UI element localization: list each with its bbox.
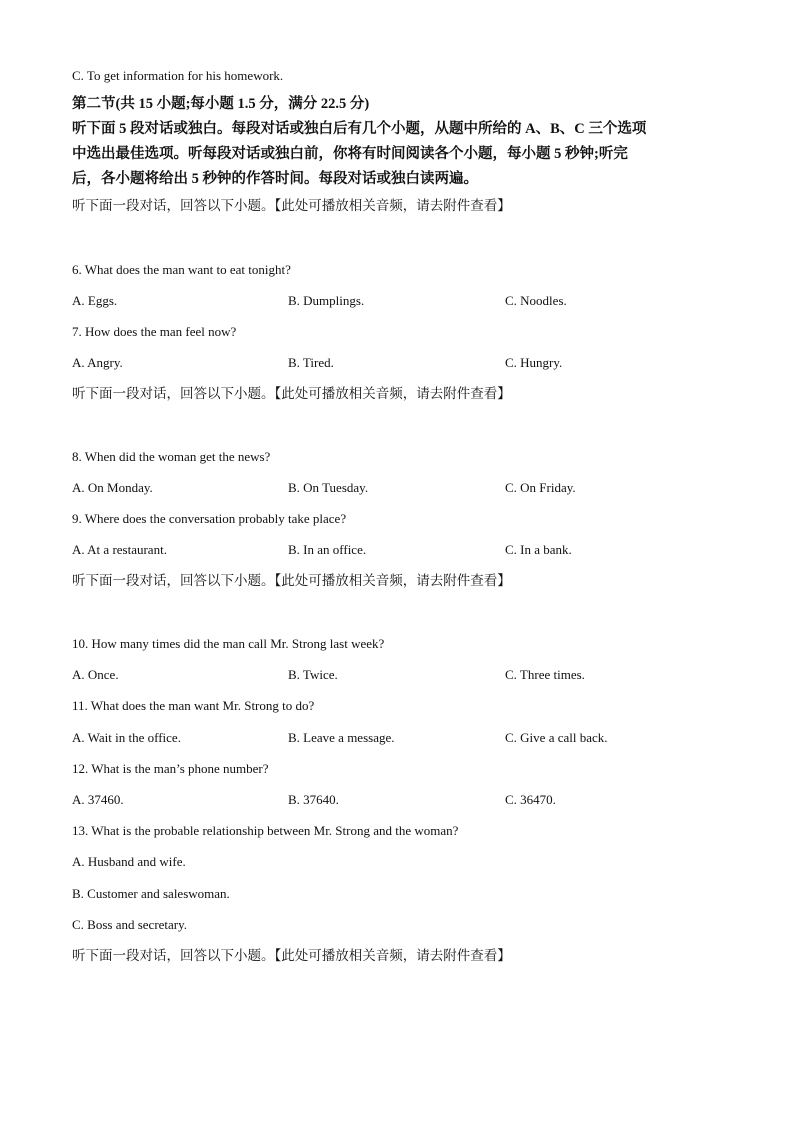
audio-notice: 听下面一段对话，回答以下小题。【此处可播放相关音频，请去附件查看】 xyxy=(72,198,511,213)
q10-option-b: B. Twice. xyxy=(288,667,338,682)
section-instruction-line-3: 后，各小题将给出 5 秒钟的作答时间。每段对话或独白读两遍。 xyxy=(72,171,478,187)
question-7: 7. How does the man feel now? xyxy=(72,324,237,339)
question-6: 6. What does the man want to eat tonight? xyxy=(72,262,291,277)
q13-option-c: C. Boss and secretary. xyxy=(72,917,188,932)
q8-option-a: A. On Monday. xyxy=(72,480,153,495)
section-heading: 第二节(共 15 小题;每小题 1.5 分，满分 22.5 分) xyxy=(72,96,370,112)
question-10: 10. How many times did the man call Mr. Strong last week? xyxy=(72,636,385,651)
q10-option-a: A. Once. xyxy=(72,667,119,682)
q7-option-b: B. Tired. xyxy=(288,355,334,370)
section-instruction-line-1: 听下面 5 段对话或独白。每段对话或独白后有几个小题，从题中所给的 A、B、C 三个选项 xyxy=(72,121,647,137)
q6-option-b: B. Dumplings. xyxy=(288,293,365,308)
q6-option-a: A. Eggs. xyxy=(72,293,118,308)
q12-option-c: C. 36470. xyxy=(505,792,556,807)
q13-option-b: B. Customer and saleswoman. xyxy=(72,886,230,901)
q11-option-b: B. Leave a message. xyxy=(288,730,395,745)
q9-option-b: B. In an office. xyxy=(288,542,367,557)
q12-option-a: A. 37460. xyxy=(72,792,124,807)
q12-option-b: B. 37640. xyxy=(288,792,339,807)
q10-option-c: C. Three times. xyxy=(505,667,585,682)
previous-option-c: C. To get information for his homework. xyxy=(72,68,284,83)
q9-option-c: C. In a bank. xyxy=(505,542,572,557)
q6-option-c: C. Noodles. xyxy=(505,293,567,308)
q11-option-c: C. Give a call back. xyxy=(505,730,608,745)
question-12: 12. What is the man’s phone number? xyxy=(72,761,269,776)
q13-option-a: A. Husband and wife. xyxy=(72,854,186,869)
audio-notice: 听下面一段对话，回答以下小题。【此处可播放相关音频，请去附件查看】 xyxy=(72,948,511,963)
section-instruction-line-2: 中选出最佳选项。听每段对话或独白前，你将有时间阅读各个小题，每小题 5 秒钟;听完 xyxy=(72,146,628,162)
q8-option-c: C. On Friday. xyxy=(505,480,576,495)
audio-notice: 听下面一段对话，回答以下小题。【此处可播放相关音频，请去附件查看】 xyxy=(72,573,511,588)
q8-option-b: B. On Tuesday. xyxy=(288,480,369,495)
q11-option-a: A. Wait in the office. xyxy=(72,730,181,745)
question-8: 8. When did the woman get the news? xyxy=(72,449,271,464)
question-9: 9. Where does the conversation probably take place? xyxy=(72,511,347,526)
audio-notice: 听下面一段对话，回答以下小题。【此处可播放相关音频，请去附件查看】 xyxy=(72,386,511,401)
question-13: 13. What is the probable relationship between Mr. Strong and the woman? xyxy=(72,823,459,838)
q7-option-c: C. Hungry. xyxy=(505,355,563,370)
question-11: 11. What does the man want Mr. Strong to do? xyxy=(72,698,315,713)
q7-option-a: A. Angry. xyxy=(72,355,123,370)
q9-option-a: A. At a restaurant. xyxy=(72,542,167,557)
